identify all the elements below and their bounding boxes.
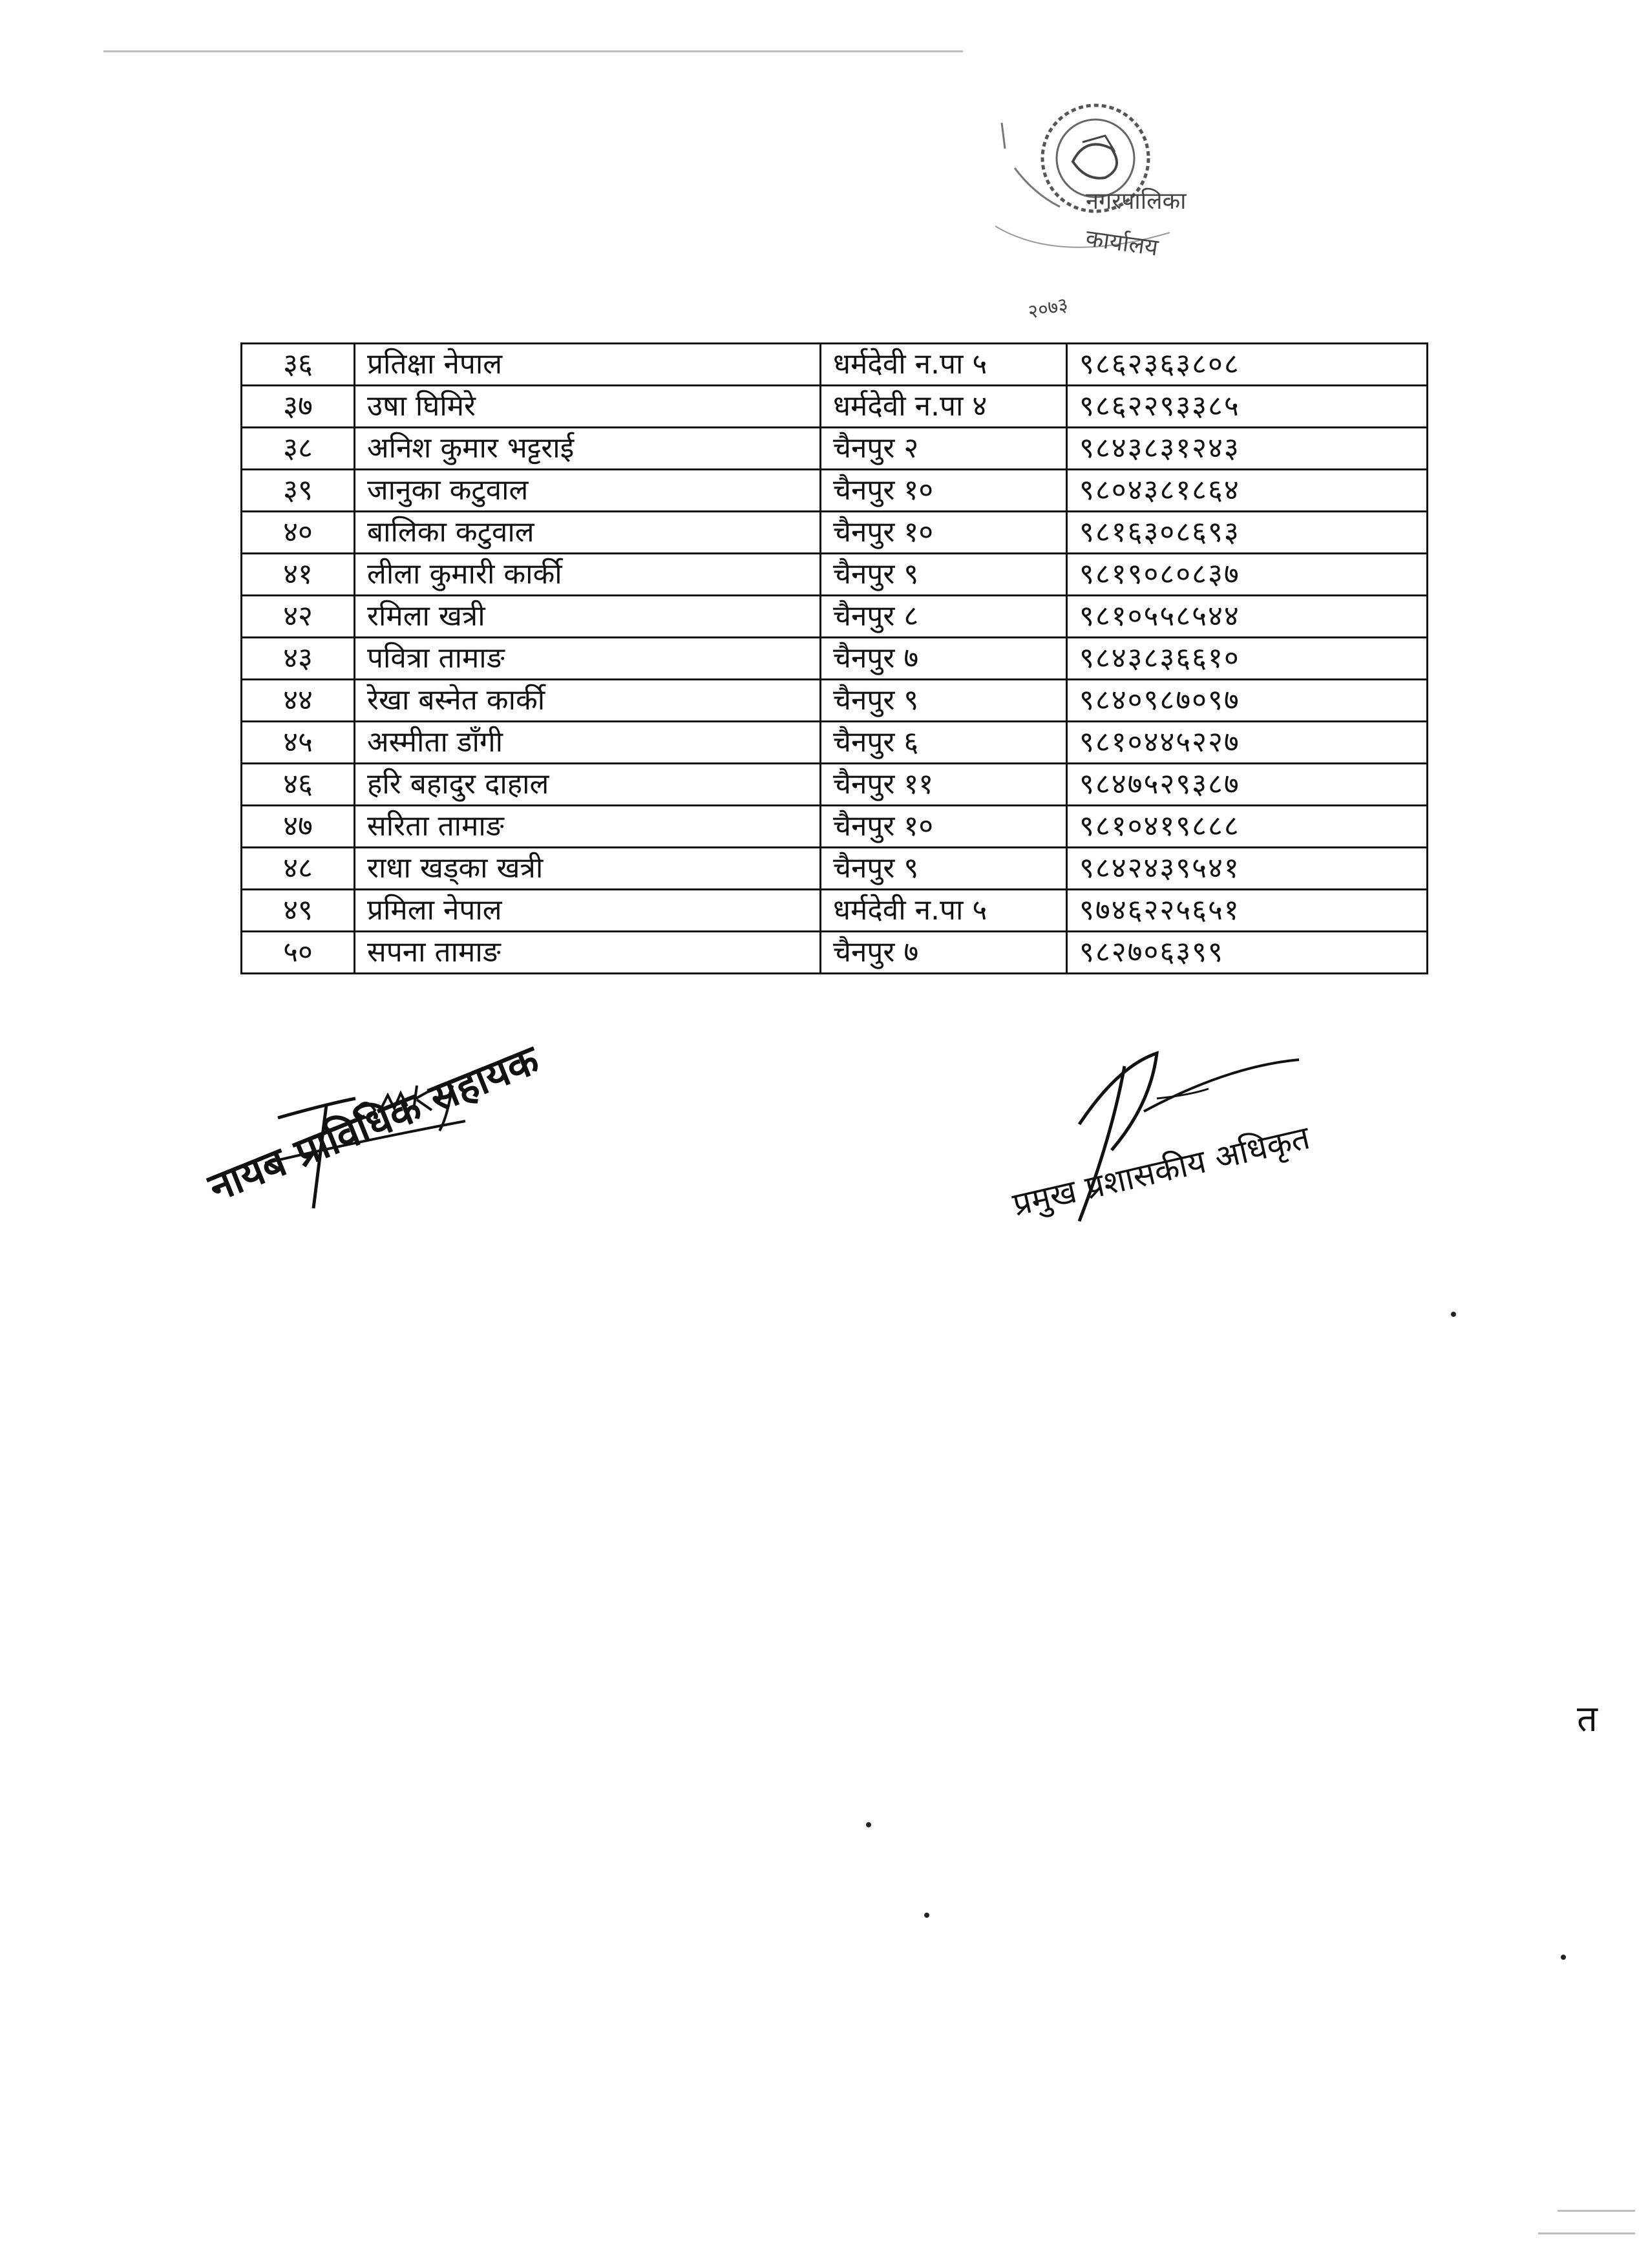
phone-cell: ९८६२३६३८०८	[1067, 344, 1428, 386]
address-cell: चैनपुर ९	[821, 848, 1067, 890]
serial-number-cell: ४६	[242, 764, 355, 806]
table-row	[242, 554, 1428, 596]
address-cell: धर्मदेवी न.पा ५	[821, 344, 1067, 386]
scan-line	[103, 50, 963, 52]
scan-line	[1558, 2210, 1635, 2212]
name-cell: बालिका कटुवाल	[355, 512, 821, 554]
phone-cell: ९८१६३०८६९३	[1067, 512, 1428, 554]
phone-cell: ९८२७०६३९९	[1067, 932, 1428, 974]
serial-number-cell: ३८	[242, 428, 355, 470]
address-cell: चैनपुर ९	[821, 680, 1067, 722]
scan-line	[1538, 2232, 1635, 2234]
official-seal	[956, 97, 1189, 330]
scan-speck	[1451, 1312, 1456, 1317]
name-cell: अनिश कुमार भट्टराई	[355, 428, 821, 470]
address-cell: धर्मदेवी न.पा ५	[821, 890, 1067, 932]
name-cell: रेखा बस्नेत कार्की	[355, 680, 821, 722]
name-cell: प्रमिला नेपाल	[355, 890, 821, 932]
address-cell: चैनपुर २	[821, 428, 1067, 470]
phone-cell: ९८४२४३९५४१	[1067, 848, 1428, 890]
serial-number-cell: ३७	[242, 386, 355, 428]
table-row	[242, 344, 1428, 386]
address-cell: चैनपुर ८	[821, 596, 1067, 638]
name-cell: पवित्रा तामाङ	[355, 638, 821, 680]
table-row	[242, 722, 1428, 764]
address-cell: चैनपुर १०	[821, 806, 1067, 848]
address-cell: धर्मदेवी न.पा ४	[821, 386, 1067, 428]
phone-cell: ९८४७५२९३८७	[1067, 764, 1428, 806]
address-cell: चैनपुर ९	[821, 554, 1067, 596]
address-cell: चैनपुर ७	[821, 932, 1067, 974]
serial-number-cell: ५०	[242, 932, 355, 974]
phone-cell: ९८६२२९३३८५	[1067, 386, 1428, 428]
table-row	[242, 680, 1428, 722]
name-cell: रमिला खत्री	[355, 596, 821, 638]
table-row	[242, 848, 1428, 890]
left-designation: नायब प्राविधिक सहायक	[202, 1036, 545, 1212]
address-cell: चैनपुर ११	[821, 764, 1067, 806]
scan-speck	[866, 1822, 871, 1827]
name-cell: सरिता तामाङ	[355, 806, 821, 848]
right-designation: प्रमुख प्रशासकीय अधिकृत	[1009, 1118, 1313, 1224]
table-row	[242, 932, 1428, 974]
phone-cell: ९७४६२२५६५१	[1067, 890, 1428, 932]
name-cell: हरि बहादुर दाहाल	[355, 764, 821, 806]
records-table-body	[242, 344, 1428, 974]
seal-text-line: कार्यालय	[1084, 225, 1160, 262]
table-row	[242, 890, 1428, 932]
address-cell: चैनपुर ६	[821, 722, 1067, 764]
serial-number-cell: ४२	[242, 596, 355, 638]
serial-number-cell: ४०	[242, 512, 355, 554]
address-cell: चैनपुर ७	[821, 638, 1067, 680]
scan-speck	[924, 1913, 929, 1918]
phone-cell: ९८०४३८१८६४	[1067, 470, 1428, 512]
serial-number-cell: ४८	[242, 848, 355, 890]
serial-number-cell: ३६	[242, 344, 355, 386]
serial-number-cell: ४५	[242, 722, 355, 764]
table-row	[242, 428, 1428, 470]
name-cell: अस्मीता डाँगी	[355, 722, 821, 764]
phone-cell: ९८१०५५८५४४	[1067, 596, 1428, 638]
name-cell: प्रतिक्षा नेपाल	[355, 344, 821, 386]
table-row	[242, 596, 1428, 638]
scan-speck	[1561, 1955, 1566, 1960]
name-cell: जानुका कटुवाल	[355, 470, 821, 512]
phone-cell: ९८४३८३६६१०	[1067, 638, 1428, 680]
phone-cell: ९८१९०८०८३७	[1067, 554, 1428, 596]
seal-text-line: नगरपालिका	[1086, 188, 1187, 215]
name-cell: लीला कुमारी कार्की	[355, 554, 821, 596]
corner-mark: त	[1577, 1698, 1598, 1740]
serial-number-cell: ४४	[242, 680, 355, 722]
serial-number-cell: ४३	[242, 638, 355, 680]
table-row	[242, 638, 1428, 680]
address-cell: चैनपुर १०	[821, 470, 1067, 512]
serial-number-cell: ३९	[242, 470, 355, 512]
records-table	[240, 342, 1428, 974]
serial-number-cell: ४१	[242, 554, 355, 596]
name-cell: उषा घिमिरे	[355, 386, 821, 428]
name-cell: सपना तामाङ	[355, 932, 821, 974]
table-row	[242, 512, 1428, 554]
table-row	[242, 764, 1428, 806]
phone-cell: ९८१०४४५२२७	[1067, 722, 1428, 764]
phone-cell: ९८४३८३१२४३	[1067, 428, 1428, 470]
table-row	[242, 386, 1428, 428]
address-cell: चैनपुर १०	[821, 512, 1067, 554]
table-row	[242, 806, 1428, 848]
table-row	[242, 470, 1428, 512]
serial-number-cell: ४९	[242, 890, 355, 932]
seal-text-line: २०७३	[1026, 293, 1070, 324]
name-cell: राधा खड्का खत्री	[355, 848, 821, 890]
phone-cell: ९८४०९८७०९७	[1067, 680, 1428, 722]
phone-cell: ९८१०४१९८८८	[1067, 806, 1428, 848]
serial-number-cell: ४७	[242, 806, 355, 848]
